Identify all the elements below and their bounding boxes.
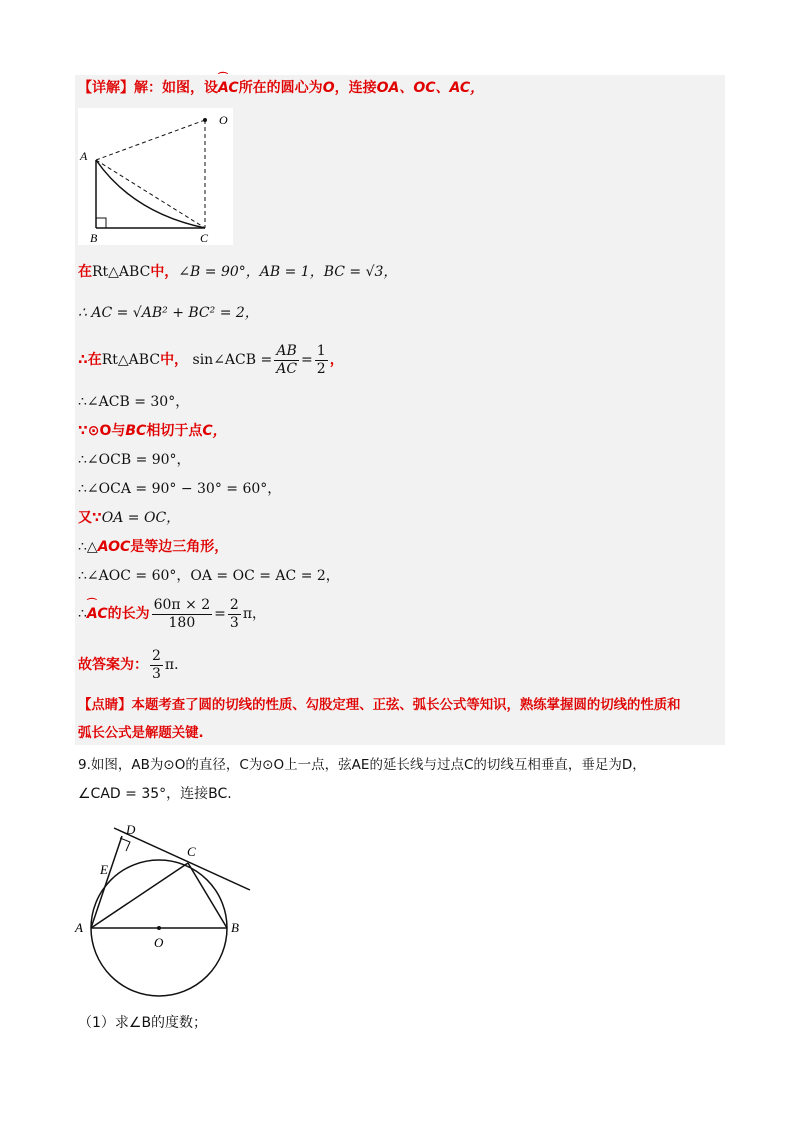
figure-right-triangle — [78, 108, 233, 245]
solution-intro: 【详解】解：如图，设⌒ AC所在的圆心为O，连接OA、OC、AC， — [78, 78, 484, 98]
solution-comment: 【点睛】本题考查了圆的切线的性质、勾股定理、正弦、弧长公式等知识，熟练掌握圆的切线的性质和 — [78, 698, 681, 713]
solution-step-oa-oc: 又∵OA = OC， — [78, 510, 181, 526]
question-9-part-1: （1）求∠B的度数； — [78, 1015, 208, 1031]
solution-step-arc-length: ∴ ⌒ AC 的长为 $\frac{60\pi \times 2}{180}$ = $\frac{2}{3}$ π， — [78, 594, 266, 634]
fraction-2-3: $\frac{2}{3}$ — [229, 596, 239, 631]
fraction-answer: $\frac{2}{3}$ — [152, 647, 161, 682]
label-O: O — [154, 935, 164, 950]
solution-answer: 故答案为： $\frac{2}{3}$ π． — [78, 647, 189, 682]
label-E: E — [100, 862, 108, 877]
label-C: C — [187, 844, 196, 859]
question-9-text-cont: ∠CAD = 35°，连接BC. — [78, 786, 232, 802]
fraction-arc-formula: $\frac{60\pi \times 2}{180}$ — [153, 596, 211, 631]
solution-step-angle-ocb: ∴∠OCB = 90°， — [78, 452, 191, 468]
figure-circle — [70, 810, 260, 1020]
label-C: C — [200, 231, 209, 245]
solution-step-sine: ∴在 Rt△ABC 中， sin∠ACB = $\frac{AB}{AC}$ = $\frac{1}{2}$ ， — [78, 342, 344, 377]
fraction-ab-ac: $\frac{AB}{AC}$ — [276, 342, 298, 377]
solution-step-given: 在Rt△ABC中，∠B = 90°，AB = 1，BC = √3， — [78, 264, 398, 280]
solution-step-pythagoras: ∴ AC = √AB² + BC² = 2， — [78, 305, 259, 321]
solution-step-angle-aoc: ∴∠AOC = 60°，OA = OC = AC = 2， — [78, 568, 340, 584]
solution-step-angle-oca: ∴∠OCA = 90° − 30° = 60°， — [78, 481, 282, 497]
figure-circle-svg — [70, 810, 260, 1020]
solution-step-equilateral: ∴△AOC是等边三角形， — [78, 539, 229, 555]
label-D: D — [126, 822, 136, 837]
label-B: B — [90, 231, 98, 245]
fraction-1-2: $\frac{1}{2}$ — [316, 342, 326, 377]
label-A: A — [80, 149, 88, 163]
question-9-text: 9.如图，AB为⊙O的直径，C为⊙O上一点，弦AE的延长线与过点C的切线互相垂直，垂足为D， — [78, 757, 646, 773]
label-B: B — [231, 920, 239, 935]
solution-comment-cont: 弧长公式是解题关键. — [78, 726, 204, 741]
label-A: A — [75, 920, 83, 935]
solution-step-tangent: ∵⊙O与BC相切于点C， — [78, 423, 227, 439]
label-O: O — [219, 113, 228, 127]
figure-right-triangle-svg — [78, 108, 233, 245]
solution-step-angle-acb: ∴∠ACB = 30°， — [78, 394, 190, 410]
